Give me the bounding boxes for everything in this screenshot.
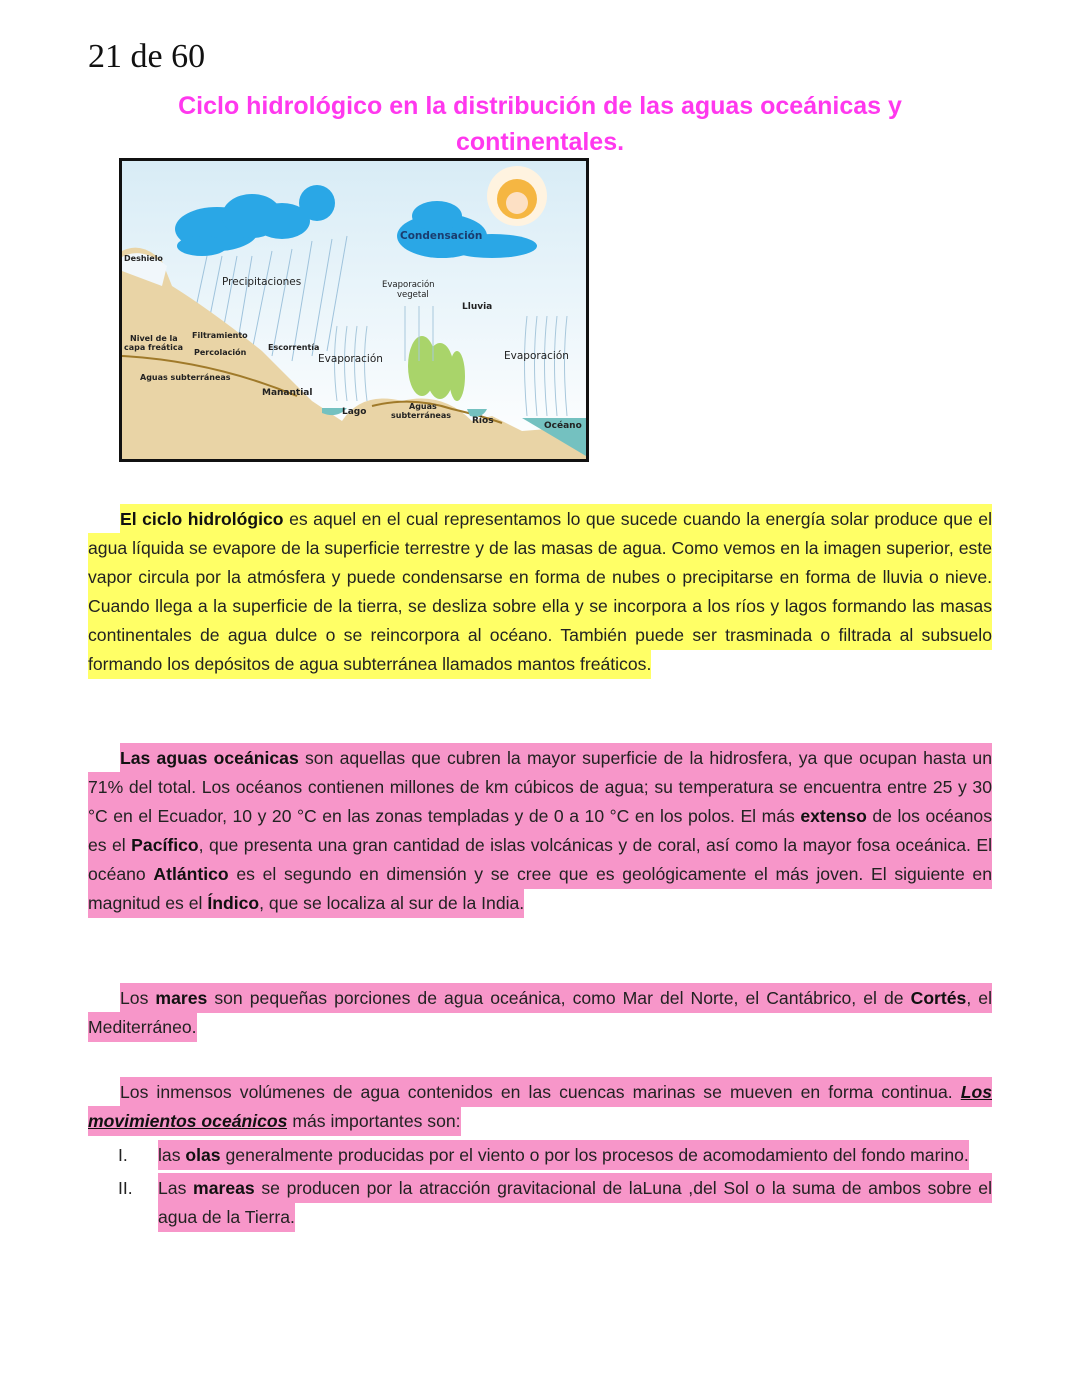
label-aguas-2b: subterráneas [391,411,452,420]
page-number: 21 de 60 [88,38,206,75]
label-aguas-2a: Aguas [409,402,437,411]
list-item-text [158,1141,992,1170]
sun-face-skin [506,192,528,214]
label-escorrentia: Escorrentía [268,343,320,352]
label-evaporacion-vegetal-2: vegetal [397,290,429,300]
text-segment: es el segundo en dimensión y se cree que es geológicamente el más joven. El siguiente en magnitud es el [88,859,992,918]
movements-list [88,1141,992,1232]
label-precipitaciones: Precipitaciones [222,276,302,288]
paragraph-text [88,1078,992,1136]
paragraph-mares [88,984,992,1042]
label-condensacion: Condensación [400,230,483,242]
text-segment: de los océanos es el [88,801,992,860]
label-rios: Ríos [472,416,494,426]
label-evaporacion-lake: Evaporación [318,353,383,365]
emphasized-text: Índico [207,888,259,918]
emphasized-text: Pacífico [131,830,198,860]
label-lluvia: Lluvia [462,302,493,312]
paragraph-text [88,744,992,918]
text-segment: las [158,1140,185,1170]
text-segment: más importantes son: [287,1106,460,1136]
label-nivel-2: capa freática [124,343,184,352]
paragraph-movimientos-oceanicos [88,1078,992,1136]
text-segment: , que se localiza al sur de la India. [259,888,524,918]
text-segment: Los inmensos volúmenes de agua contenidos en las cuencas marinas se mueven en forma continua. [120,1077,961,1107]
paragraph-text [88,984,992,1042]
paragraph-aguas-oceanicas [88,744,992,918]
list-item [118,1141,992,1170]
label-evaporacion-ocean: Evaporación [504,350,569,362]
emphasized-text: mareas [193,1173,255,1203]
emphasized-text: Cortés [911,983,967,1013]
emphasized-text: extenso [800,801,867,831]
label-aguas-subterraneas: Aguas subterráneas [140,373,231,382]
list-item-text [158,1174,992,1232]
list-number: II. [118,1178,133,1198]
label-lago: Lago [342,407,367,417]
page-title: Ciclo hidrológico en la distribución de las aguas oceánicas y continentales. [178,92,902,156]
label-evaporacion-vegetal-1: Evaporación [382,280,435,290]
label-percolacion: Percolación [194,348,247,357]
text-segment: es aquel en el cual representamos lo que sucede cuando la energía solar produce que el agua líquida se evapore de la superficie terrestre y de las masas de agua. Como vemos en la imagen superior, este vapor circula por la atmósfera y puede condensarse en forma de nubes o precipitarse en forma de lluvia o nieve. Cuando llega a la superficie de la tierra, se desliza sobre ella y se incorpora a los ríos y lagos formando las masas continentales de agua dulce o se reincorpora al océano. También puede ser trasminada o filtrada al subsuelo formando los depósitos de agua subterránea llamados mantos freáticos. [88,504,992,679]
emphasized-text: olas [185,1140,220,1170]
text-segment: Los [120,983,155,1013]
list-item [118,1174,992,1232]
text-segment: son aquellas que cubren la mayor superficie de la hidrosfera, ya que ocupan hasta un 71% del total. Los océanos contienen millones de km cúbicos de agua; su temperatura se encuentra entre 25 y 30 °C en el Ecuador, 10 y 20 °C en las zonas templadas y de 0 a 10 °C en los polos. El más [88,743,992,831]
emphasized-text: Las aguas oceánicas [120,743,299,773]
paragraph-text [88,505,992,679]
emphasized-text: mares [155,983,207,1013]
hydrologic-cycle-diagram [119,158,589,462]
text-segment: son pequeñas porciones de agua oceánica, como Mar del Norte, el Cantábrico, el de [207,983,910,1013]
text-segment: generalmente producidas por el viento o por los procesos de acomodamiento del fondo marino. [221,1140,969,1170]
emphasized-text: El ciclo hidrológico [120,504,284,534]
text-segment: , que presenta una gran cantidad de islas volcánicas y de coral, así como la mayor fosa oceánica. El océano [88,830,992,889]
emphasized-text: Los movimientos oceánicos [88,1077,992,1136]
text-segment: Las [158,1173,193,1203]
label-nivel-1: Nivel de la [130,334,178,343]
text-segment: , el Mediterráneo. [88,983,992,1042]
diagram-svg [122,161,586,459]
text-segment: se producen por la atracción gravitacional de laLuna ,del Sol o la suma de ambos sobre el agua de la Tierra. [158,1173,992,1232]
list-number: I. [118,1145,128,1165]
label-deshielo: Deshielo [124,254,163,263]
emphasized-text: Atlántico [153,859,228,889]
paragraph-ciclo-hidrologico [88,505,992,679]
label-oceano: Océano [544,421,582,431]
label-filtramiento: Filtramiento [192,331,248,340]
label-manantial: Manantial [262,388,313,398]
